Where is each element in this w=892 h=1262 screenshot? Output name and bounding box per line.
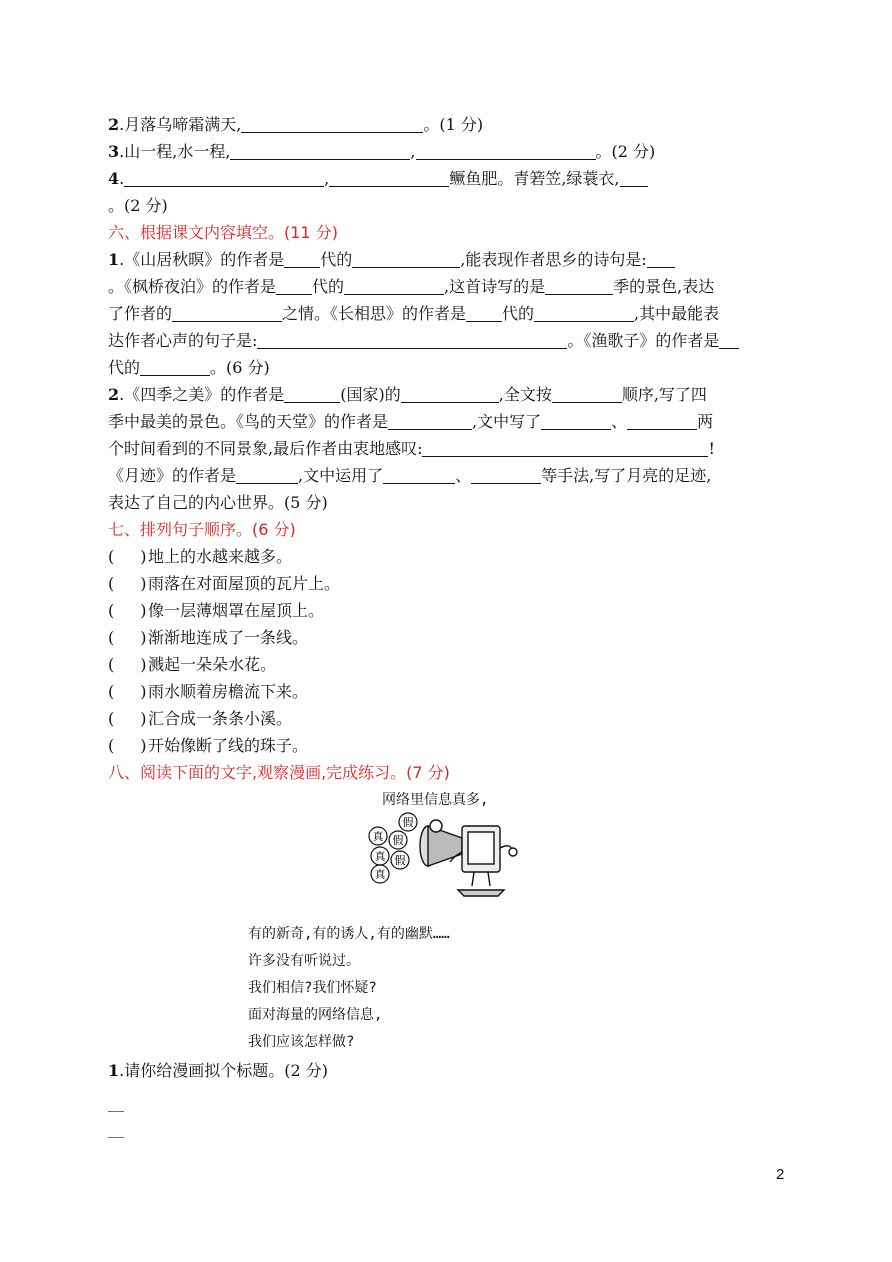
comic-illustration [362,812,522,904]
answer-blank[interactable] [344,278,444,295]
answer-blank[interactable] [552,386,622,403]
answer-blank[interactable] [534,305,634,322]
answer-blank[interactable] [416,143,596,160]
page-number: 2 [776,1166,785,1183]
answer-blank[interactable] [230,143,410,160]
s6-p1-line2: 。《枫桥夜泊》的作者是 代的 ,这首诗写的是 季的景色,表达 [108,277,715,296]
answer-blank[interactable] [276,278,312,295]
answer-blank[interactable] [257,332,567,349]
bubble-char: 真 [372,830,384,843]
answer-line[interactable]: __ [108,1093,124,1112]
comic-caption: 网络里信息真多, [382,792,489,808]
order-item: ( )雨水顺着房檐流下来。 [108,682,309,701]
answer-blank[interactable] [352,251,460,268]
poem-line: 我们相信?我们怀疑? [248,980,377,996]
order-item: ( )溅起一朵朵水花。 [108,655,277,674]
q5-item-3: 3.山一程,水一程, , 。(2 分) [108,142,656,161]
answer-blank[interactable] [466,305,502,322]
answer-blank[interactable] [241,116,423,133]
answer-blank[interactable] [124,170,324,187]
answer-blank[interactable] [422,440,708,457]
answer-blank[interactable] [647,251,675,268]
bubble-char: 真 [374,868,386,881]
poem-line: 我们应该怎样做? [248,1034,355,1050]
section-6-heading: 六、根据课文内容填空。(11 分) [108,223,338,242]
answer-blank[interactable] [627,413,697,430]
monitor-character-icon [450,826,517,896]
answer-blank[interactable] [471,467,541,484]
answer-blank[interactable] [172,305,282,322]
order-item: ( )开始像断了线的珠子。 [108,736,309,755]
order-item: ( )雨落在对面屋顶的瓦片上。 [108,574,341,593]
s6-p2-line2: 季中最美的景色。《鸟的天堂》的作者是 ,文中写了 、 两 [108,412,714,431]
answer-blank[interactable] [329,170,449,187]
poem-line: 许多没有听说过。 [248,953,360,969]
answer-line[interactable]: __ [108,1119,124,1138]
s6-p1-line3: 了作者的 之情。《长相思》的作者是 代的 ,其中最能表 [108,304,720,323]
poem-line: 面对海量的网络信息, [248,1007,383,1023]
order-item: ( )汇合成一条条小溪。 [108,709,293,728]
answer-blank[interactable] [620,170,648,187]
s6-p2-line1: 2.《四季之美》的作者是 (国家)的 ,全文按 顺序,写了四 [108,385,707,404]
s6-p1-line1: 1.《山居秋暝》的作者是 代的 ,能表现作者思乡的诗句是: [108,249,675,271]
s6-p1-line4: 达作者心声的句子是: 。《渔歌子》的作者是 [108,330,739,352]
answer-blank[interactable] [140,359,210,376]
answer-blank[interactable] [545,278,613,295]
bubble-char: 假 [394,854,406,867]
bubble-char: 真 [374,850,386,863]
order-item: ( )像一层薄烟罩在屋顶上。 [108,601,325,620]
section-8-heading: 八、阅读下面的文字,观察漫画,完成练习。(7 分) [108,763,450,782]
answer-blank[interactable] [236,467,298,484]
order-item: ( )地上的水越来越多。 [108,547,293,566]
q5-item-4-cont: 。(2 分) [108,196,168,215]
answer-blank[interactable] [719,332,739,349]
poem-line: 有的新奇,有的诱人,有的幽默…… [248,926,450,942]
answer-blank[interactable] [401,386,499,403]
order-item: ( )渐渐地连成了一条线。 [108,628,309,647]
s6-p1-line5: 代的 。(6 分) [108,358,270,377]
answer-blank[interactable] [284,386,340,403]
q5-item-2: 2.月落乌啼霜满天, 。(1 分) [108,115,484,134]
section-7-heading: 七、排列句子顺序。(6 分) [108,520,296,539]
q5-item-4: 4. , 鳜鱼肥。青箬笠,绿蓑衣, [108,168,648,190]
s6-p2-line3: 个时间看到的不同景象,最后作者由衷地感叹: ! [108,439,715,458]
megaphone-icon [420,820,462,866]
bubble-char: 假 [402,816,414,829]
answer-blank[interactable] [383,467,455,484]
answer-blank[interactable] [541,413,611,430]
s6-p2-line4: 《月迹》的作者是 ,文中运用了 、 等手法,写了月亮的足迹, [108,466,712,485]
s8-question-1: 1.请你给漫画拟个标题。(2 分) [108,1061,328,1080]
s6-p2-line5: 表达了自己的内心世界。(5 分) [108,493,328,512]
answer-blank[interactable] [284,251,320,268]
answer-blank[interactable] [388,413,472,430]
bubble-char: 假 [392,834,404,847]
